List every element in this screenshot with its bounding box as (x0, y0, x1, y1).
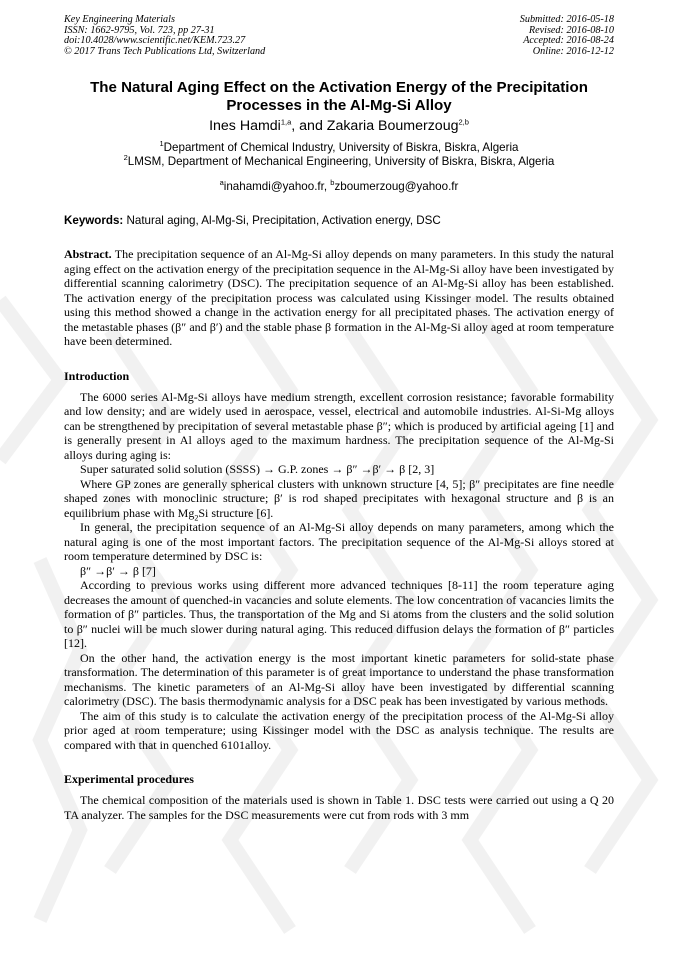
email-2-sup: b (330, 178, 335, 188)
intro-paragraph-1: The 6000 series Al-Mg-Si alloys have medium strength, excellent corrosion resistance; favorable formability and low density; and are widely used in aerospace, vessel, electrical and automobile industries. Al-Si-Mg alloys can be strengthened by precipitation of several metastable phase β″; which is produced by artificial ageing [1] and is generally present in Al alloys aged to the maximum hardness. The precipitation sequence of the Al-Mg-Si alloys during aging is: (64, 389, 614, 462)
keywords-line (64, 214, 614, 227)
precipitation-sequence-1: Super saturated solid solution (SSSS) → G.P. zones → β″ →β′ → β [2, 3] (80, 462, 435, 476)
journal-name: Key Engineering Materials (64, 14, 175, 25)
revised-date: Revised: 2016-08-10 (528, 24, 614, 36)
issn-line: ISSN: 1662-9795, Vol. 723, pp 27-31 (64, 24, 215, 36)
affiliation-2-sup: 2 (123, 153, 128, 163)
author-emails (64, 180, 614, 193)
doi-line: doi:10.4028/www.scientific.net/KEM.723.27 (64, 35, 246, 46)
affiliation-1 (64, 141, 614, 155)
intro-paragraph-4: According to previous works using different more advanced techniques [8-11] the room teperature aging decreases the amount of quenched-in vacancies and solute elements. The low concentration of vacancies limits the formation of β″ particles. Thus, the transportation of the Mg and Si atoms from the clusters and the solid solution to β″ nuclei will be much slower during natural aging. This reduced diffusion delays the formation of β″ particles [12]. (64, 578, 614, 650)
intro-paragraph-3: In general, the precipitation sequence of an Al-Mg-Si alloy depends on many parameters, among which the natural aging is one of the most important factors. The precipitation sequence of the Al-Mg-Si alloys stored at room temperature determined by DSC is: (64, 520, 614, 563)
accepted-date: Accepted: 2016-08-24 (523, 35, 614, 46)
abstract-label: Abstract. (64, 247, 112, 261)
keywords-text: Natural aging, Al-Mg-Si, Precipitation, Activation energy, DSC (123, 214, 441, 227)
abstract (64, 247, 614, 349)
title-line-2: Processes in the Al-Mg-Si Alloy (226, 97, 452, 114)
copyright-line: © 2017 Trans Tech Publications Ltd, Switzerland (64, 45, 266, 57)
author-1-sup: 1,a (280, 117, 292, 127)
affiliation-1-sup: 1 (159, 139, 164, 149)
introduction-heading: Introduction (64, 368, 130, 383)
submitted-date: Submitted: 2016-05-18 (519, 14, 614, 25)
online-date: Online: 2016-12-12 (532, 45, 614, 57)
affiliation-2-text: LMSM, Department of Mechanical Engineering, University of Biskra, Biskra, Algeria (127, 155, 555, 168)
experimental-paragraph-1: The chemical composition of the materials used is shown in Table 1. DSC tests were carried out using a Q 20 TA analyzer. The samples for the DSC measurements were cut from rods with 3 mm (64, 793, 614, 822)
affiliations (64, 141, 614, 169)
email-2[interactable]: zboumerzoug@yahoo.fr (334, 180, 459, 193)
journal-info (64, 15, 265, 57)
intro-paragraph-2-text-b: Si structure [6]. (198, 505, 274, 520)
publication-header (64, 15, 614, 57)
author-list (64, 118, 614, 135)
affiliation-2 (64, 155, 614, 169)
intro-paragraph-2-text-a: Where GP zones are generally spherical clusters with unknown structure [4, 5]; β″ precipitates are fine needle shaped zones with monoclinic structure; β′ is rod shaped precipitates with hexagonal structure and β is an equilibrium phase with Mg (64, 476, 614, 520)
precipitation-sequence-2: β″ →β′ → β [7] (80, 563, 156, 578)
experimental-heading: Experimental procedures (64, 772, 194, 786)
intro-paragraph-2 (64, 477, 614, 521)
paper-title (64, 79, 614, 115)
author-separator: , and Zakaria Boumerzoug (291, 118, 459, 134)
keywords-label: Keywords: (64, 214, 124, 227)
submission-dates (520, 15, 614, 57)
intro-paragraph-5: On the other hand, the activation energy is the most important kinetic parameters for solid-state phase transformation. The determination of this parameter is of great importance to understand the phase transformation mechanisms. The kinetic parameters of an Al-Mg-Si alloy have been investigated by differential scanning calorimetry (DSC). The basis thermodynamic analysis for a DSC peak has been investigated by various methods. (64, 650, 614, 708)
author-2-sup: 2,b (458, 117, 469, 127)
intro-paragraph-6: The aim of this study is to calculate the activation energy of the precipitation process of the Al-Mg-Si alloy prior aged at room temperature; using Kissinger model with the DSC as analysis technique. The results are compared with that in quenched 6101alloy. (64, 708, 614, 752)
author-1: Ines Hamdi (209, 118, 281, 134)
mg2si-subscript: 2 (194, 512, 199, 522)
title-line-1: The Natural Aging Effect on the Activation Energy of the Precipitation (90, 79, 588, 96)
affiliation-1-text: Department of Chemical Industry, University of Biskra, Biskra, Algeria (163, 141, 519, 154)
email-1-sup: a (219, 178, 224, 188)
email-1[interactable]: inahamdi@yahoo.fr, (223, 180, 331, 193)
abstract-text: The precipitation sequence of an Al-Mg-Si alloy depends on many parameters. In this study the natural aging effect on the activation energy of the precipitation sequence in the Al-Mg-Si alloy have been investigated by differential scanning calorimetry (DSC). The precipitation sequence of an Al-Mg-Si alloy has been established. The activation energy of the precipitation process was calculated using Kissinger model. The results obtained using this method showed a change in the activation energy for all precipitated phases. The activation energy of the metastable phases (β″ and β′) and the stable phase β formation in the Al-Mg-Si alloy aged at room temperature have been determined. (64, 247, 614, 348)
